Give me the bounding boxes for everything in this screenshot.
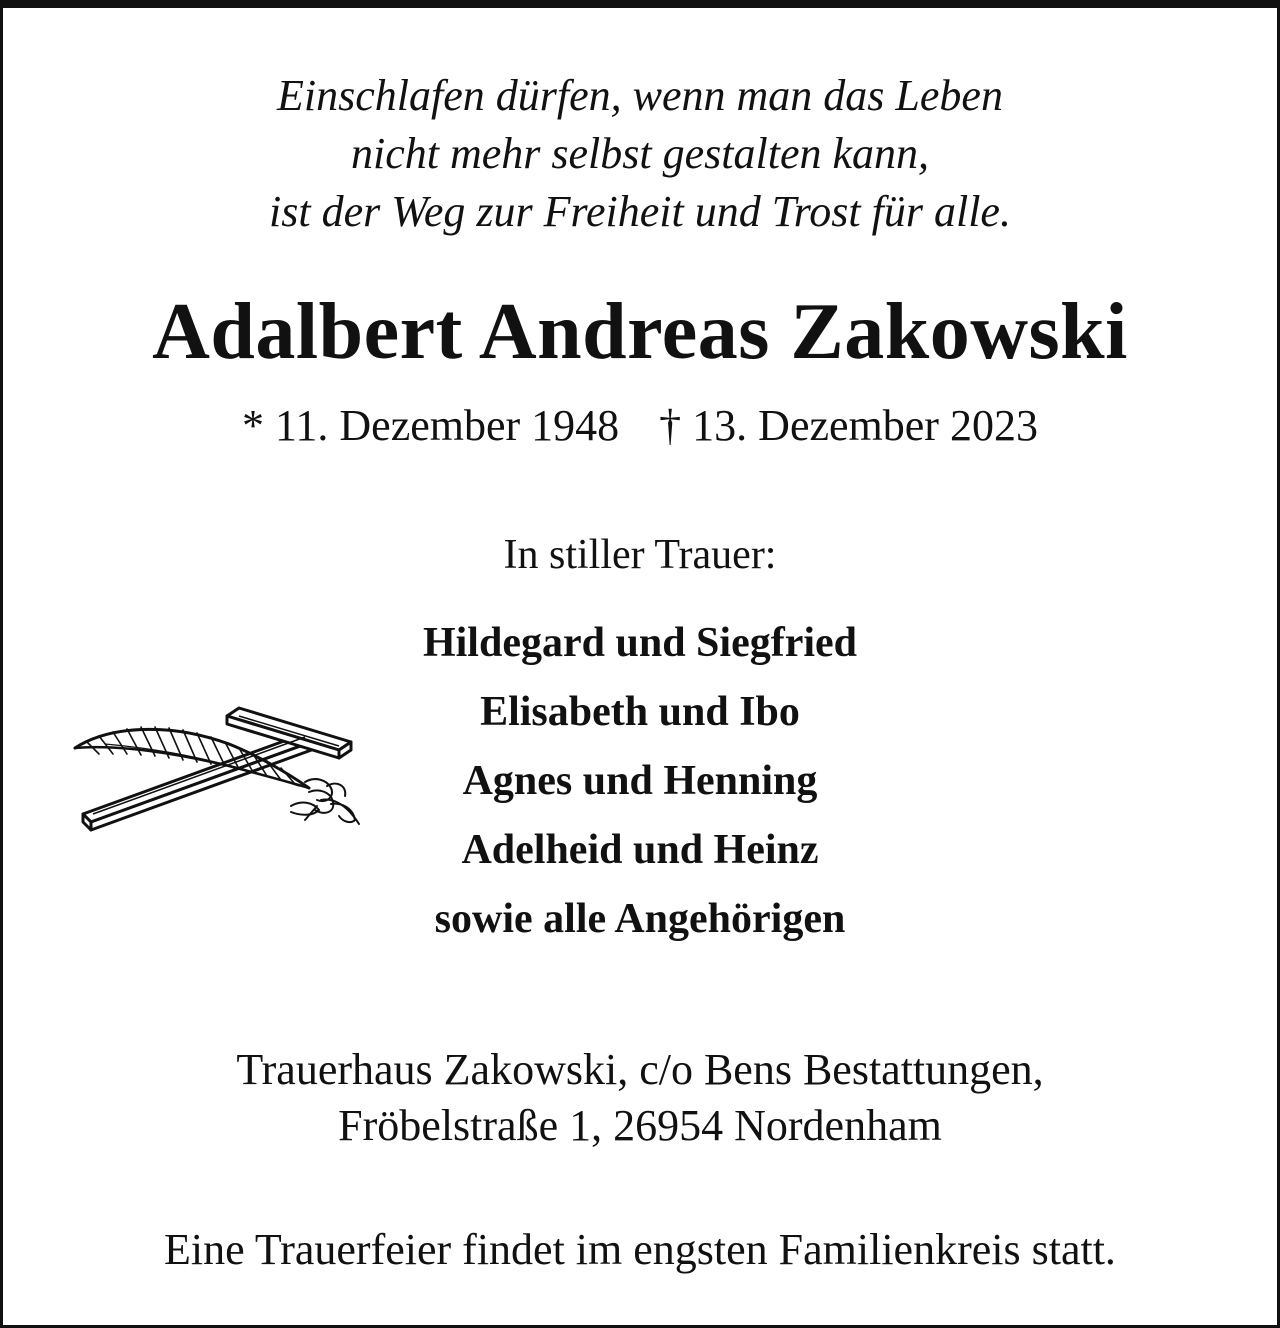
mourner-4: Adelheid und Heinz	[461, 827, 819, 873]
motto-line-2: nicht mehr selbst gestalten kann,	[350, 129, 929, 178]
mourner-3: Agnes und Henning	[462, 758, 818, 804]
death-date: † 13. Dezember 2023	[659, 401, 1038, 450]
mourner-1: Hildegard und Siegfried	[422, 620, 858, 666]
life-dates	[3, 398, 1277, 454]
deceased-name: Adalbert Andreas Zakowski	[152, 288, 1128, 376]
address-line-1: Trauerhaus Zakowski, c/o Bens Bestattungen,	[236, 1045, 1044, 1094]
cross-with-palm-frond-icon	[69, 696, 365, 842]
mourning-heading: In stiller Trauer:	[503, 532, 777, 578]
mourner-2: Elisabeth und Ibo	[480, 689, 800, 735]
mourner-5: sowie alle Angehörigen	[434, 896, 846, 942]
ceremony-note: Eine Trauerfeier findet im engsten Familienkreis statt.	[164, 1225, 1116, 1274]
motto-line-3: ist der Weg zur Freiheit und Trost für alle.	[269, 187, 1011, 236]
address-line-2: Fröbelstraße 1, 26954 Nordenham	[338, 1101, 942, 1150]
motto-line-1: Einschlafen dürfen, wenn man das Leben	[277, 71, 1003, 120]
birth-date: * 11. Dezember 1948	[242, 401, 620, 450]
